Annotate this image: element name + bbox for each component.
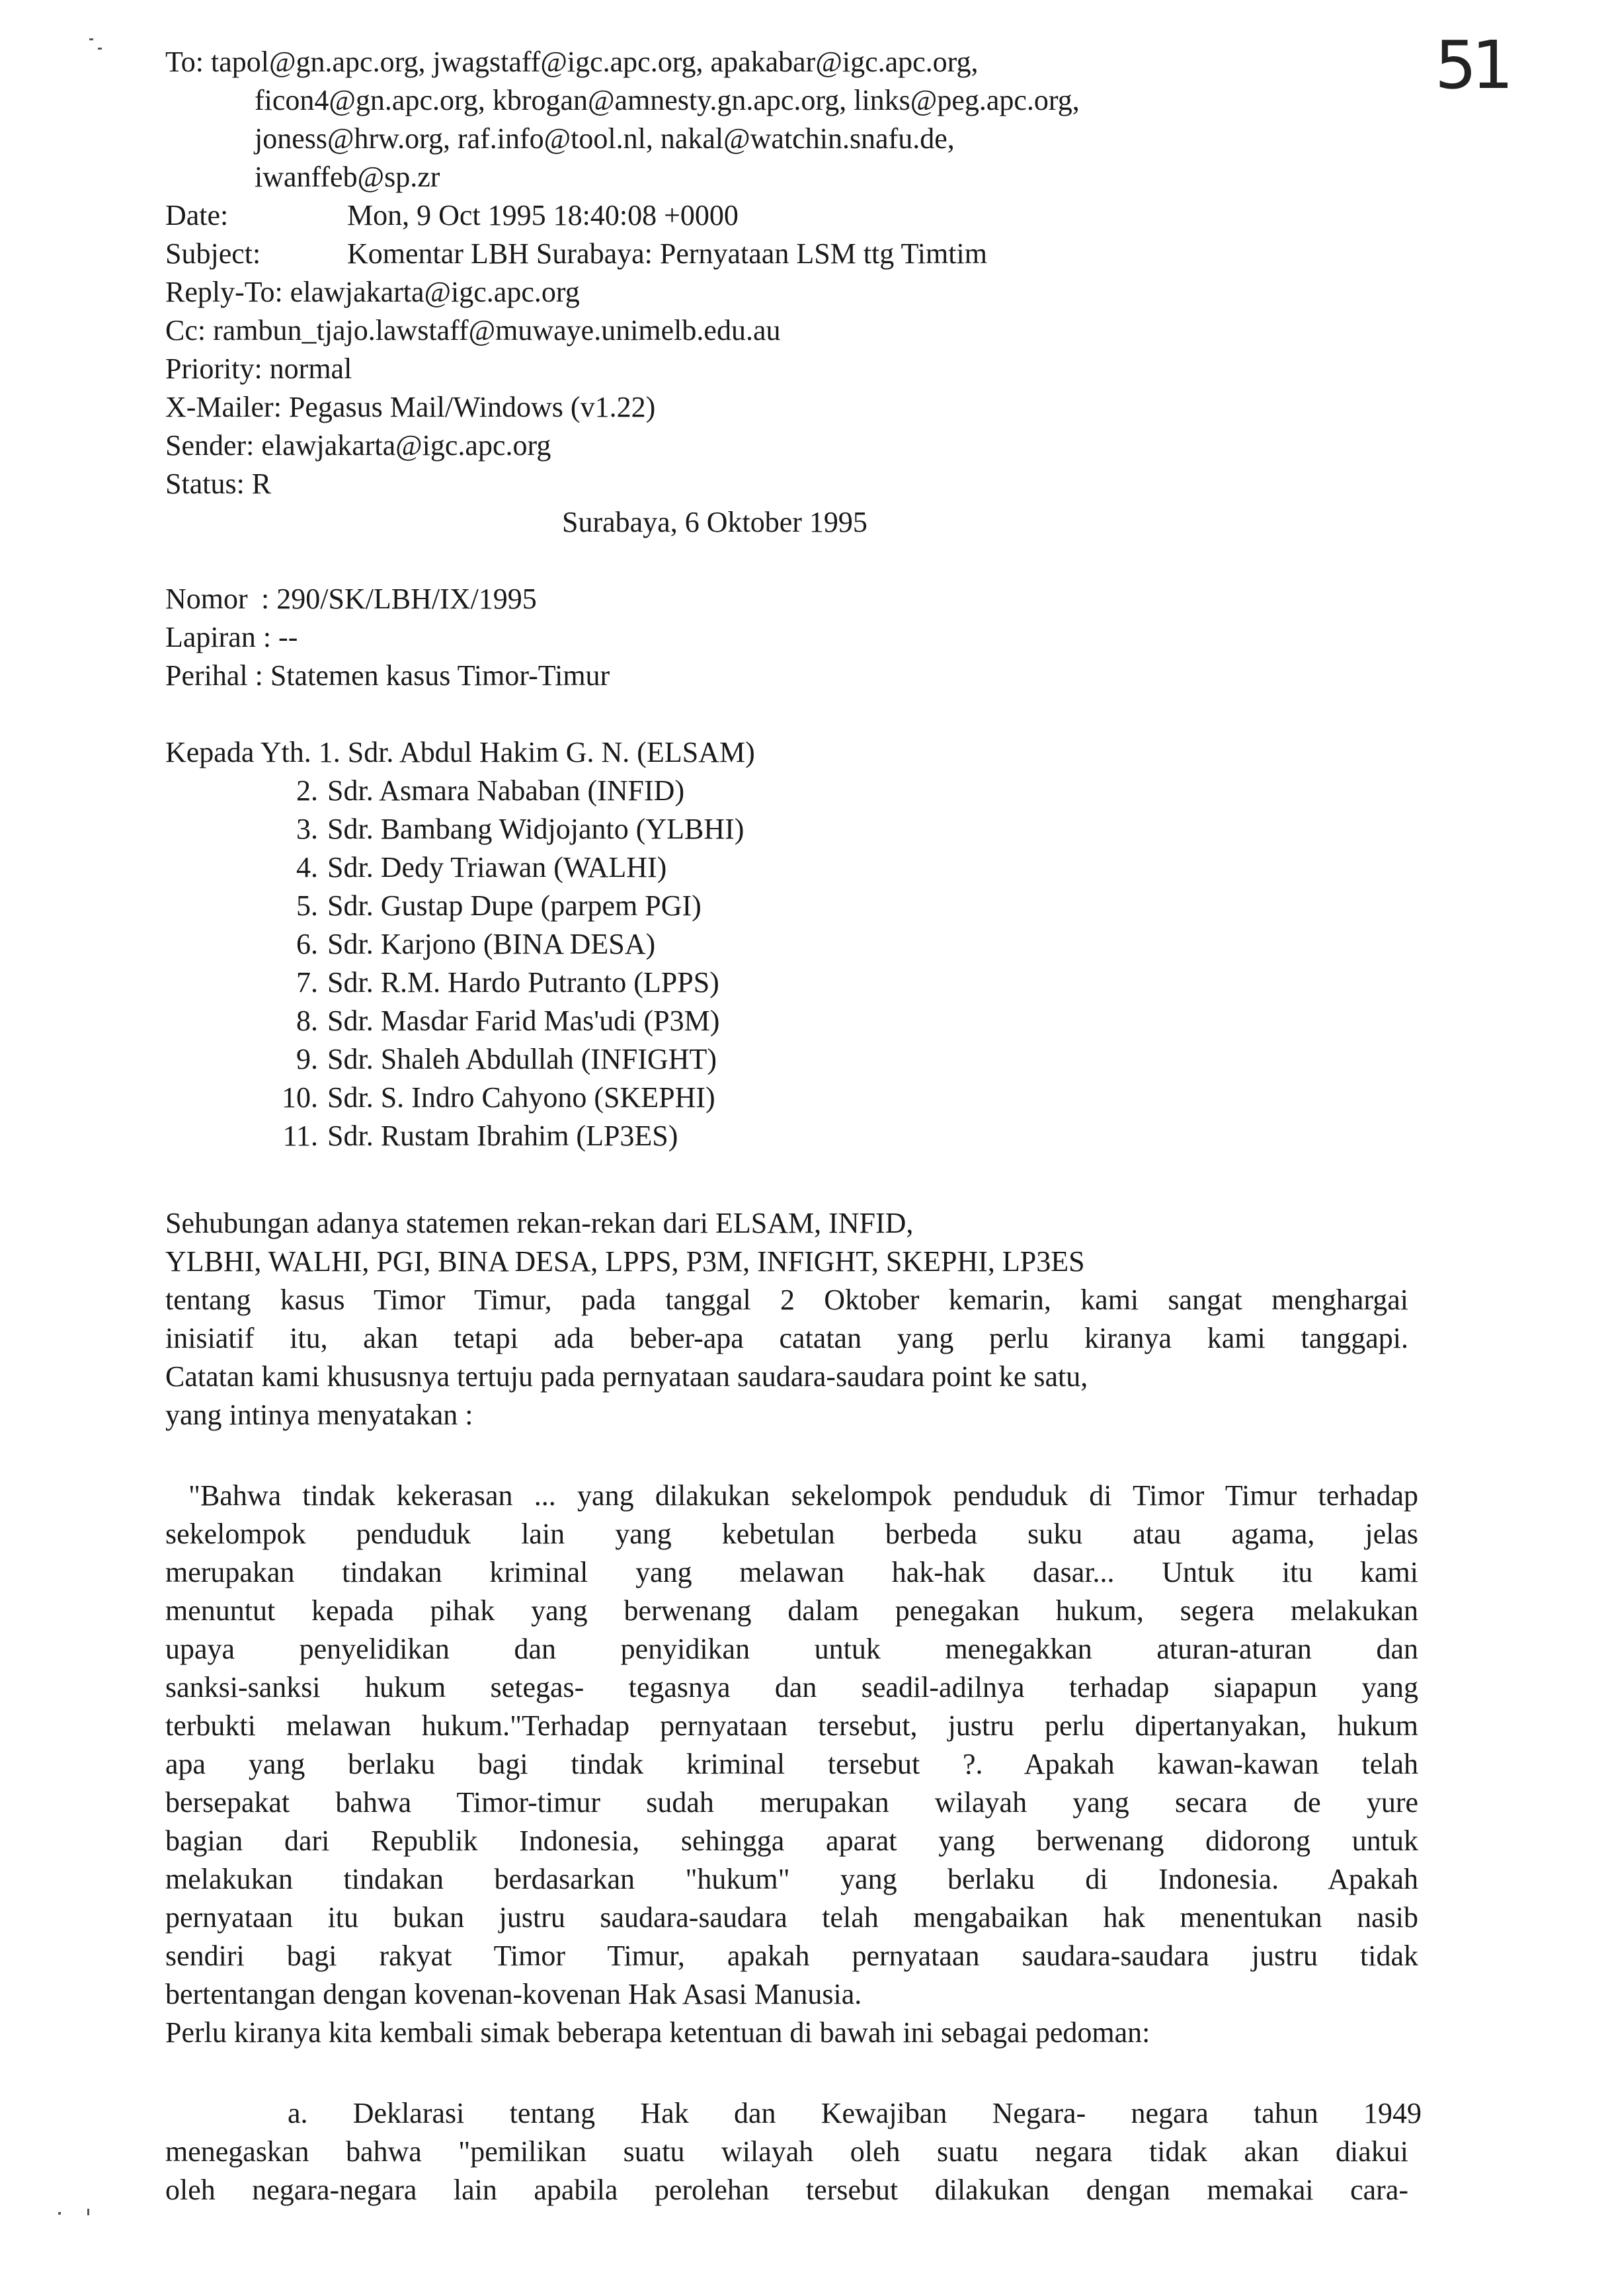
nomor-label: Nomor: [165, 583, 248, 615]
perihal-label: Perihal: [165, 659, 248, 692]
place-date: Surabaya, 6 Oktober 1995: [562, 506, 867, 538]
closing-line: Perlu kiranya kita kembali simak beberapa ketentuan di bawah ini sebagai pedoman:: [165, 2016, 1150, 2049]
addressee-item: [165, 1079, 1422, 1117]
addressee-name: Sdr. Bambang Widjojanto (YLBHI): [327, 813, 744, 845]
addressee-item: [165, 1040, 1422, 1079]
paragraph-line: "Bahwa tindak kekerasan ... yang dilakukan sekelompok penduduk di Timor Timur terhadap: [188, 1479, 1418, 1512]
paragraph-line: yang intinya menyatakan :: [165, 1399, 473, 1431]
intro-paragraph: [165, 1204, 1408, 1434]
addressee-item: [165, 1002, 1422, 1040]
quoted-statement: [165, 1477, 1418, 2014]
addressee-number: 8.: [296, 1004, 318, 1037]
addressee-name: Sdr. Abdul Hakim G. N. (ELSAM): [347, 736, 755, 768]
addressee-number: 6.: [296, 928, 318, 960]
addressee-name: Sdr. R.M. Hardo Putranto (LPPS): [327, 966, 719, 999]
scan-speck: [58, 2212, 61, 2215]
paragraph-line: menegaskan bahwa "pemilikan suatu wilayah oleh suatu negara tidak akan diakui: [165, 2135, 1408, 2168]
page-number-mark: 51: [1435, 26, 1509, 104]
addressee-number: 5.: [296, 889, 318, 922]
paragraph-line: a. Deklarasi tentang Hak dan Kewajiban Negara- negara tahun 1949: [288, 2097, 1422, 2129]
subject-label: Subject:: [165, 237, 261, 270]
to-recipients-cont: joness@hrw.org, raf.info@tool.nl, nakal@watchin.snafu.de,: [255, 122, 955, 155]
paragraph-line: tentang kasus Timor Timur, pada tanggal 2 Oktober kemarin, kami sangat menghargai: [165, 1284, 1408, 1316]
lapiran-label: Lapiran: [165, 621, 256, 653]
addressee-number: 7.: [296, 966, 318, 999]
paragraph-line: melakukan tindakan berdasarkan "hukum" yang berlaku di Indonesia. Apakah: [165, 1863, 1418, 1895]
addressee-name: Sdr. Dedy Triawan (WALHI): [327, 851, 667, 883]
paragraph-line: pernyataan itu bukan justru saudara-saudara telah mengabaikan hak menentukan nasib: [165, 1901, 1418, 1934]
paragraph-line: sendiri bagi rakyat Timor Timur, apakah pernyataan saudara-saudara justru tidak: [165, 1940, 1418, 1972]
fax-document: [165, 43, 1422, 2209]
addressee-name: Sdr. Masdar Farid Mas'udi (P3M): [327, 1004, 720, 1037]
lapiran-row: [165, 618, 1422, 657]
paragraph-line: terbukti melawan hukum."Terhadap pernyataan tersebut, justru perlu dipertanyakan, hukum: [165, 1709, 1418, 1742]
paragraph-line: sekelompok penduduk lain yang kebetulan berbeda suku atau agama, jelas: [165, 1518, 1418, 1550]
addressee-item: [165, 964, 1422, 1002]
addressee-name: Sdr. Karjono (BINA DESA): [327, 928, 656, 960]
addressee-number: 9.: [296, 1043, 318, 1075]
paragraph-line: Catatan kami khususnya tertuju pada pernyataan saudara-saudara point ke satu,: [165, 1360, 1088, 1393]
addressee-item: [165, 887, 1422, 925]
addressee-number: 1.: [318, 736, 341, 768]
subject-line: [165, 235, 1422, 273]
paragraph-line: Sehubungan adanya statemen rekan-rekan dari ELSAM, INFID,: [165, 1207, 914, 1239]
nomor-value: : 290/SK/LBH/IX/1995: [261, 583, 537, 615]
addressee-name: Sdr. Asmara Nababan (INFID): [327, 774, 685, 807]
addressee-name: Sdr. S. Indro Cahyono (SKEPHI): [327, 1081, 715, 1114]
reference-block: [165, 580, 1422, 695]
addressee-list: [165, 733, 1422, 1155]
addressee-name: Sdr. Rustam Ibrahim (LP3ES): [327, 1120, 678, 1152]
email-header: [165, 43, 1422, 503]
paragraph-line: sanksi-sanksi hukum setegas- tegasnya dan seadil-adilnya terhadap siapapun yang: [165, 1671, 1418, 1703]
addressee-number: 3.: [296, 813, 318, 845]
addressee-item: [165, 810, 1422, 848]
scan-speck: [89, 38, 93, 40]
addressee-name: Sdr. Shaleh Abdullah (INFIGHT): [327, 1043, 717, 1075]
to-line: [165, 43, 1422, 81]
date-value: Mon, 9 Oct 1995 18:40:08 +0000: [347, 199, 739, 231]
to-recipients: tapol@gn.apc.org, jwagstaff@igc.apc.org, apakabar@igc.apc.org,: [211, 46, 979, 78]
perihal-row: [165, 657, 1422, 695]
perihal-value: : Statemen kasus Timor-Timur: [255, 659, 610, 692]
addressee-number: 11.: [282, 1120, 318, 1152]
addressee-number: 10.: [282, 1081, 318, 1114]
status-line: Status: R: [165, 468, 272, 500]
to-label: To:: [165, 46, 204, 78]
lapiran-value: : --: [262, 621, 298, 653]
paragraph-line: merupakan tindakan kriminal yang melawan hak-hak dasar... Untuk itu kami: [165, 1556, 1418, 1588]
paragraph-line: YLBHI, WALHI, PGI, BINA DESA, LPPS, P3M, INFIGHT, SKEPHI, LP3ES: [165, 1245, 1085, 1278]
paragraph-line: bersepakat bahwa Timor-timur sudah merupakan wilayah yang secara de yure: [165, 1786, 1418, 1819]
scan-speck: [87, 2209, 89, 2215]
sender-line: Sender: elawjakarta@igc.apc.org: [165, 429, 551, 462]
to-recipients-cont: ficon4@gn.apc.org, kbrogan@amnesty.gn.apc.org, links@peg.apc.org,: [255, 84, 1080, 116]
priority-line: Priority: normal: [165, 352, 352, 385]
nomor-row: [165, 580, 1422, 618]
point-a: [165, 2094, 1422, 2209]
paragraph-line: menuntut kepada pihak yang berwenang dalam penegakan hukum, segera melakukan: [165, 1594, 1418, 1627]
addressee-item: [165, 848, 1422, 887]
scan-speck: [98, 48, 102, 50]
paragraph-line: inisiatif itu, akan tetapi ada beber-apa catatan yang perlu kiranya kami tanggapi.: [165, 1322, 1408, 1354]
subject-value: Komentar LBH Surabaya: Pernyataan LSM ttg Timtim: [347, 237, 987, 270]
reply-to-line: Reply-To: elawjakarta@igc.apc.org: [165, 276, 580, 308]
paragraph-line: upaya penyelidikan dan penyidikan untuk menegakkan aturan-aturan dan: [165, 1633, 1418, 1665]
to-recipients-cont: iwanffeb@sp.zr: [255, 161, 440, 193]
paragraph-line: apa yang berlaku bagi tindak kriminal tersebut ?. Apakah kawan-kawan telah: [165, 1748, 1418, 1780]
addressee-number: 2.: [296, 774, 318, 807]
paragraph-line: bagian dari Republik Indonesia, sehingga aparat yang berwenang didorong untuk: [165, 1824, 1418, 1857]
addressee-item: [165, 1117, 1422, 1155]
addressee-item: [165, 772, 1422, 810]
mailer-line: X-Mailer: Pegasus Mail/Windows (v1.22): [165, 391, 656, 423]
cc-line: Cc: rambun_tjajo.lawstaff@muwaye.unimelb.edu.au: [165, 314, 781, 347]
addressee-name: Sdr. Gustap Dupe (parpem PGI): [327, 889, 702, 922]
addressee-lead: Kepada Yth.: [165, 736, 311, 768]
addressee-number: 4.: [296, 851, 318, 883]
addressee-item: [165, 925, 1422, 964]
date-label: Date:: [165, 199, 229, 231]
date-line: [165, 196, 1422, 235]
addressee-item: [165, 733, 1422, 772]
paragraph-line: bertentangan dengan kovenan-kovenan Hak Asasi Manusia.: [165, 1978, 862, 2010]
paragraph-line: oleh negara-negara lain apabila perolehan tersebut dilakukan dengan memakai cara-: [165, 2174, 1408, 2206]
